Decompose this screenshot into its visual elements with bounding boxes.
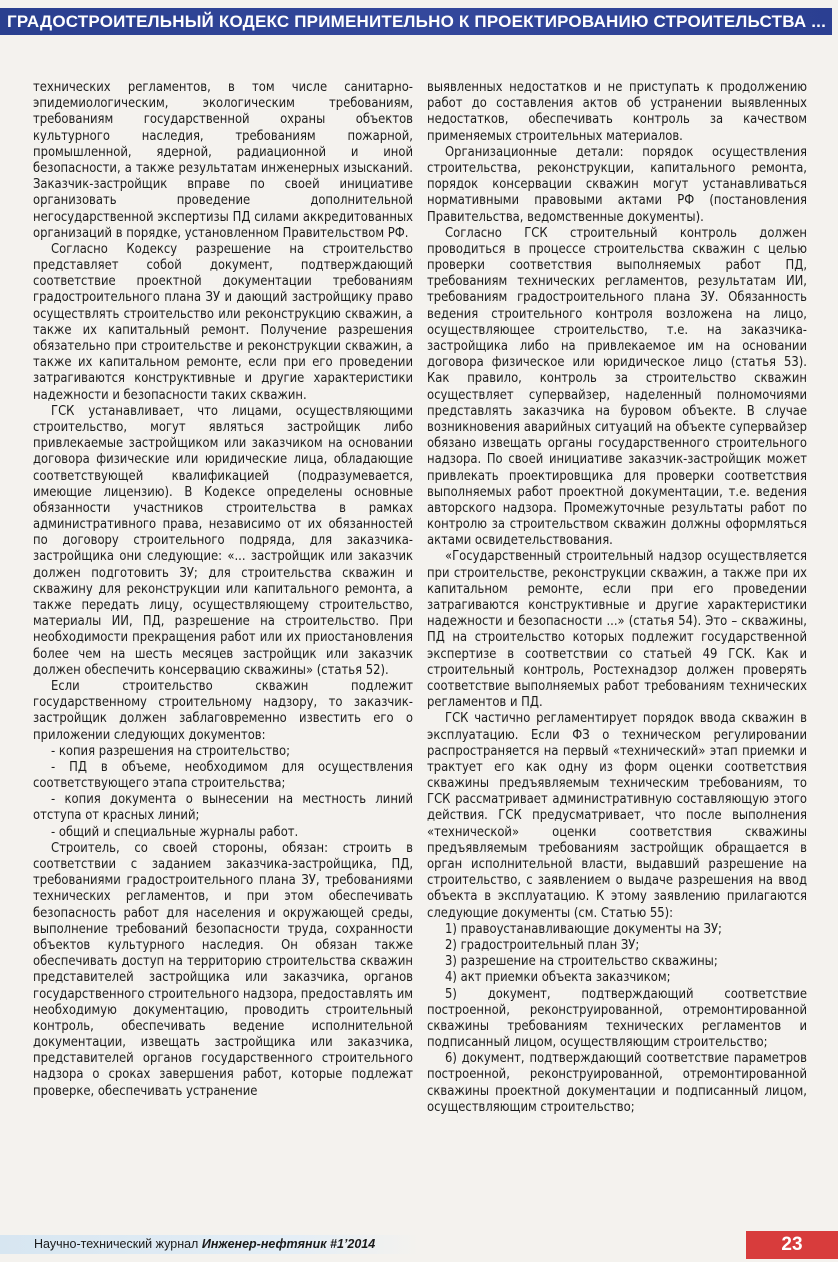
list-item: - копия документа о вынесении на местность линий отступа от красных линий; bbox=[33, 792, 413, 824]
paragraph: Организационные детали: порядок осуществления строительства, реконструкции, капитального ремонта, порядок консервации скважин могут устанавливаться нормативными правовыми актами РФ (постановления Правительства, ведомственные документы). bbox=[427, 144, 807, 225]
paragraph: технических регламентов, в том числе санитарно-эпидемиологическим, экологическим требованиям, требованиям государственной охраны объектов культурного наследия, требованиям пожарной, промышленной, ядерной, радиационной и иной безопасности, а также результатам инженерных изысканий. Заказчик-застройщик вправе по своей инициативе организовать проведение дополнительной негосударственной экспертизы ПД силами аккредитованных организаций в порядке, установленном Правительством РФ. bbox=[33, 80, 413, 241]
page-number-label: 23 bbox=[781, 1234, 803, 1255]
journal-footer bbox=[0, 1235, 420, 1254]
paragraph: Согласно Кодексу разрешение на строительство представляет собой документ, подтверждающий соответствие проектной документации требованиям градостроительного плана ЗУ и дающий застройщику право осуществлять строительство или реконструкцию скважин, а также их капитальный ремонт. Получение разрешения обязательно при строительстве и реконструкции скважин, а также их капитальном ремонте, если при его проведении затрагиваются конструктивные и другие характеристики надежности и безопасности таких скважин. bbox=[33, 241, 413, 403]
running-header bbox=[0, 8, 832, 35]
list-item: 4) акт приемки объекта заказчиком; bbox=[445, 970, 671, 986]
paragraph: ГСК частично регламентирует порядок ввода скважин в эксплуатацию. Если ФЗ о техническом регулировании распространяется на первый «технический» этап приемки и трактует его как одну из форм оценки соответствия скважины предъявляемым техническим требованиям, то ГСК рассматривает административную составляющую этого действия. ГСК предусматривает, что после выполнения «технической» оценки соответствия скважины предъявляемым требованиям застройщик обращается в орган исполнительной власти, выдавший разрешение на строительство, с заявлением о выдаче разрешения на ввод объекта в эксплуатацию. К этому заявлению прилагаются следующие документы (см. Статью 55): bbox=[427, 711, 807, 921]
journal-prefix: Научно-технический журнал bbox=[34, 1237, 202, 1251]
list-item: 3) разрешение на строительство скважины; bbox=[445, 954, 718, 970]
paragraph: Согласно ГСК строительный контроль должен проводиться в процессе строительства скважин с целью проверки соответствия выполняемых работ ПД, требованиям технических регламентов, результатам ИИ, требованиям градостроительного плана ЗУ. Обязанность ведения строительного контроля возложена на лицо, осуществляющее строительство, т.е. на заказчика-застройщика либо на привлекаемое им на основании договора физическое или юридическое лицо (статья 53). Как правило, контроль за строительство скважин осуществляет супервайзер, наделенный полномочиями представлять заказчика на буровом объекте. В случае возникновения аварийных ситуаций на объекте супервайзер обязано извещать органы государственного строительного надзора. По своей инициативе заказчик-застройщик может привлекать проектировщика для проверки соответствия выполняемых работ проектной документации, т.е. ведения авторского надзора. Промежуточные результаты работ по контролю за строительством скважин должны оформляться актами освидетельствования. bbox=[427, 225, 807, 549]
list-item: 5) документ, подтверждающий соответствие построенной, реконструированной, отремонтированной скважины требованиям технических регламентов и подписанный лицом, осуществляющим строительство; bbox=[427, 986, 807, 1051]
paragraph: выявленных недостатков и не приступать к продолжению работ до составления актов об устранении выявленных недостатков, обеспечивать контроль за качеством применяемых строительных материалов. bbox=[427, 80, 807, 144]
running-header-title: ГРАДОСТРОИТЕЛЬНЫЙ КОДЕКС ПРИМЕНИТЕЛЬНО К ПРОЕКТИРОВАНИЮ СТРОИТЕЛЬСТВА ... bbox=[7, 12, 826, 31]
journal-name: Инженер-нефтяник #1’2014 bbox=[201, 1237, 376, 1251]
left-column bbox=[33, 80, 413, 1100]
list-item: 1) правоустанавливающие документы на ЗУ; bbox=[445, 921, 722, 937]
list-item: - общий и специальные журналы работ. bbox=[51, 824, 299, 840]
paragraph: Если строительство скважин подлежит государственному строительному надзору, то заказчик-застройщик должен заблаговременно известить его о приложении следующих документов: bbox=[33, 678, 413, 743]
list-item: 2) градостроительный план ЗУ; bbox=[445, 937, 640, 953]
paragraph: «Государственный строительный надзор осуществляется при строительстве, реконструкции скважин, а также при их капитальном ремонте, если при его проведении затрагиваются конструктивные и другие характеристики надежности и безопасности ...» (статья 54). Это – скважины, ПД на строительство которых подлежит государственной экспертизе в соответствии со статьей 49 ГСК. Как и строительный контроль, Ростехнадзор должен проверять соответствие выполняемых работ требованиям технических регламентов и ПД. bbox=[427, 549, 807, 711]
paragraph: Строитель, со своей стороны, обязан: строить в соответствии с заданием заказчика-застройщика, ПД, требованиями градостроительного плана ЗУ, требованиями технических регламентов, и при этом обеспечивать безопасность работ для населения и окружающей среды, выполнение требований безопасности труда, сохранности объектов культурного наследия. Он обязан также обеспечивать доступ на территорию строительства скважин представителей застройщика или заказчика, органов государственного строительного надзора, предоставлять им необходимую документацию, проводить строительный контроль, обеспечивать ведение исполнительной документации, извещать застройщика или заказчика, представителей органов государственного строительного надзора о сроках завершения работ, которые подлежат проверке, обеспечивать устранение bbox=[33, 840, 413, 1099]
list-item: - ПД в объеме, необходимом для осуществления соответствующего этапа строительства; bbox=[33, 759, 413, 792]
list-item: - копия разрешения на строительство; bbox=[51, 743, 291, 759]
paragraph: ГСК устанавливает, что лицами, осуществляющими строительство, могут являться застройщик либо привлекаемые застройщиком или заказчиком на основании договора физические или юридические лица, обладающие соответствующей квалификацией (подразумевается, имеющие лицензию). В Кодексе определены основные обязанности участников строительства в рамках административного права, независимо от их обязанностей по договору строительного подряда, для заказчика-застройщика они следующие: «... застройщик или заказчик должен подготовить ЗУ; для строительства скважин и скважину для реконструкции или капитального ремонта, а также передать лицу, осуществляющему строительство, материалы ИИ, ПД, разрешение на строительство. При необходимости прекращения работ или их приостановления более чем на шесть месяцев застройщик или заказчик должен обеспечить консервацию скважины» (статья 52). bbox=[33, 403, 413, 678]
page-number bbox=[746, 1231, 838, 1259]
list-item: 6) документ, подтверждающий соответствие параметров построенной, реконструированной, отремонтированной скважины проектной документации и подписанный лицом, осуществляющим строительство; bbox=[427, 1051, 807, 1115]
right-column bbox=[427, 80, 807, 1116]
